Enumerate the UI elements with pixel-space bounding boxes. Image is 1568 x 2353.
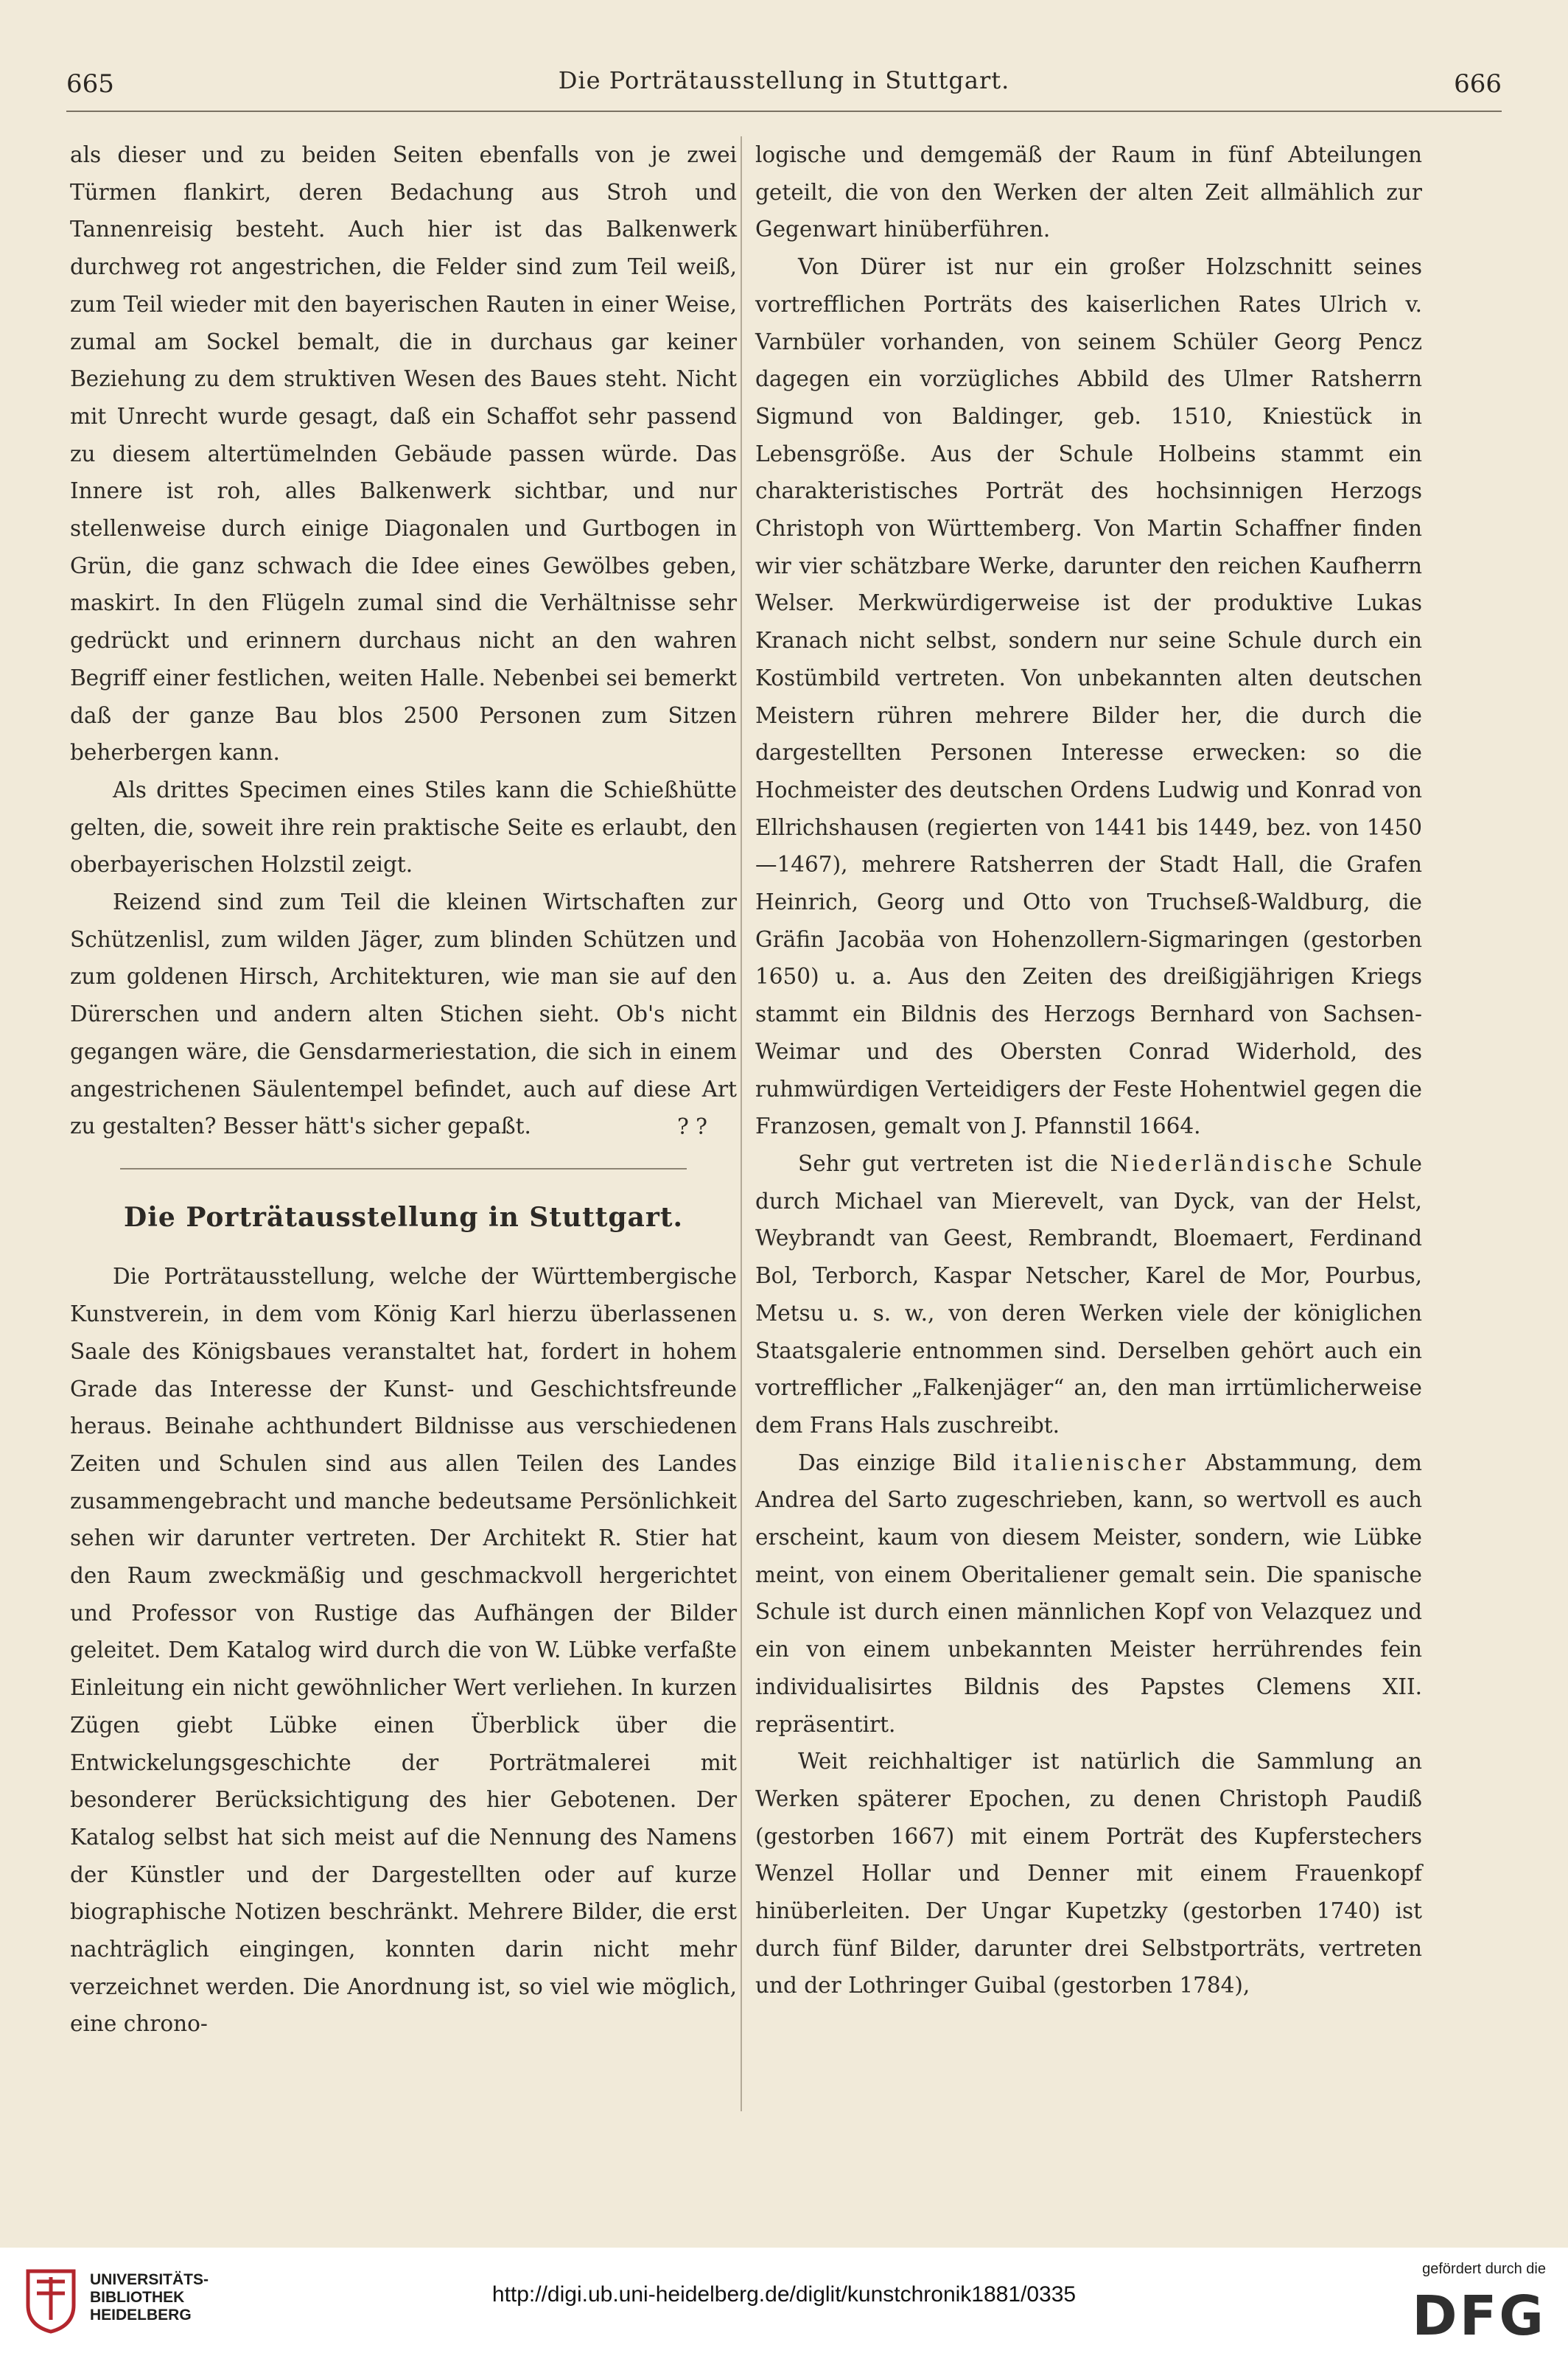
digitization-footer <box>0 2248 1568 2353</box>
permalink-url[interactable]: http://digi.ub.uni-heidelberg.de/diglit/kunstchronik1881/0335 <box>491 2282 1077 2307</box>
left-page-number: 665 <box>66 69 114 99</box>
left-paragraph-3: Reizend sind zum Teil die kleinen Wirtschaften zur Schützenlisl, zum wilden Jäger, zum blinden Schützen und zum goldenen Hirsch, Architekturen, wie man sie auf den Dürerschen und andern alten Stichen sieht. Ob's nicht gegangen wäre, die Gensdarmeriestation, die sich in einem angestrichenen Säulentempel befindet, auch auf diese Art zu gestalten? Besser hätt's sicher gepaßt. <box>70 889 737 1139</box>
column-divider <box>741 136 742 2111</box>
right-paragraph-1: logische und demgemäß der Raum in fünf Abteilungen geteilt, die von den Werken der alten Zeit allmählich zur Gegenwart hinüberführen. <box>755 142 1422 242</box>
right-paragraph-5: Weit reichhaltiger ist natürlich die Sammlung an Werken späterer Epochen, zu denen Christoph Paudiß (gestorben 1667) mit einem Porträt des Kupferstechers Wenzel Hollar und Denner mit einem Frauenkopf hinüberleiten. Der Ungar Kupetzky (gestorben 1740) ist durch fünf Bilder, darunter drei Selbstporträts, vertreten und der Lothringer Guibal (gestorben 1784), <box>755 1749 1422 1999</box>
library-name-line-2: BIBLIOTHEK <box>90 2289 185 2306</box>
left-column <box>70 136 737 2043</box>
left-paragraph-1: als dieser und zu beiden Seiten ebenfalls von je zwei Türmen flankirt, deren Bedachung aus Stroh und Tannenreisig besteht. Auch hier ist das Balkenwerk durchweg rot angestrichen, die Felder sind zum Teil weiß, zum Teil wieder mit den bayerischen Rauten in einer Weise, zumal am Sockel bemalt, die in durchaus gar keiner Beziehung zu dem struktiven Wesen des Baues steht. Nicht mit Unrecht wurde gesagt, daß ein Schaffot sehr passend zu diesem altertümelnden Gebäude passen würde. Das Innere ist roh, alles Balkenwerk sichtbar, und nur stellenweise durch einige Diagonalen und Gurtbogen in Grün, die ganz schwach die Idee eines Gewölbes geben, maskirt. In den Flügeln zumal sind die Verhältnisse sehr gedrückt und erinnern durchaus nicht an den wahren Begriff einer festlichen, weiten Halle. Nebenbei sei bemerkt daß der ganze Bau blos 2500 Personen zum Sitzen beherbergen kann. <box>70 142 737 766</box>
right-paragraph-3 <box>755 1145 1422 1444</box>
library-name-line-1: UNIVERSITÄTS- <box>90 2271 209 2288</box>
emphasis-italienischer: italienischer <box>1012 1450 1189 1475</box>
emphasis-niederlaendische: Niederländische <box>1110 1150 1336 1176</box>
right-page-number: 666 <box>1454 69 1502 99</box>
running-title: Die Porträtausstellung in Stuttgart. <box>558 66 1010 94</box>
left-paragraph-2: Als drittes Specimen eines Stiles kann die Schießhütte gelten, die, soweit ihre rein praktische Seite es erlaubt, den oberbayerischen Holzstil zeigt. <box>70 777 737 878</box>
right-paragraph-4 <box>755 1444 1422 1744</box>
article-title: Die Porträtausstellung in Stuttgart. <box>123 1201 683 1233</box>
right-paragraph-3-rest: Schule durch Michael van Mierevelt, van Dyck, van der Helst, Weybrandt van Geest, Rembrandt, Bloemaert, Ferdinand Bol, Terborch, Kaspar Netscher, Karel de Mor, Pourbus, Metsu u. s. w., von deren Werken viele der königlichen Staatsgalerie entnommen sind. Derselben gehört auch ein vortrefflicher „Falkenjäger“ an, den man irrtümlicherweise dem Frans Hals zuschreibt. <box>755 1150 1422 1438</box>
author-signature: ? ? <box>676 1113 707 1139</box>
right-paragraph-3-lead: Sehr gut vertreten ist die <box>798 1150 1110 1176</box>
funded-by-label: gefördert durch die <box>1422 2261 1546 2277</box>
running-head <box>66 66 1502 112</box>
article-separator <box>120 1168 687 1169</box>
right-paragraph-2: Von Dürer ist nur ein großer Holzschnitt seines vortrefflichen Porträts des kaiserlichen Rates Ulrich v. Varnbüler vorhanden, von seinem Schüler Georg Pencz dagegen ein vorzügliches Abbild des Ulmer Ratsherrn Sigmund von Baldinger, geb. 1510, Kniestück in Lebensgröße. Aus der Schule Holbeins stammt ein charakteristisches Porträt des hochsinnigen Herzogs Christoph von Württemberg. Von Martin Schaffner finden wir vier schätzbare Werke, darunter den reichen Kaufherrn Welser. Merkwürdigerweise ist der produktive Lukas Kranach nicht selbst, sondern nur seine Schule durch ein Kostümbild vertreten. Von unbekannten alten deutschen Meistern rühren mehrere Bilder her, die durch die dargestellten Personen Interesse erwecken: so die Hochmeister des deutschen Ordens Ludwig und Konrad von Ellrichshausen (regierten von 1441 bis 1449, bez. von 1450—1467), mehrere Ratsherren der Stadt Hall, die Grafen Heinrich, Georg und Otto von Truchseß-Waldburg, die Gräfin Jacobäa von Hohenzollern-Sigmaringen (gestorben 1650) u. a. Aus den Zeiten des dreißigjährigen Kriegs stammt ein Bildnis des Herzogs Bernhard von Sachsen-Weimar und des Obersten Conrad Widerhold, des ruhmwürdigen Verteidigers der Feste Hohentwiel gegen die Franzosen, gemalt von J. Pfannstil 1664. <box>755 254 1422 1139</box>
library-name-line-3: HEIDELBERG <box>90 2307 192 2324</box>
right-paragraph-4-lead: Das einzige Bild <box>798 1450 1013 1475</box>
right-column <box>755 136 1422 2004</box>
dfg-logo: DFG <box>1412 2284 1546 2348</box>
right-paragraph-4-rest: Abstammung, dem Andrea del Sarto zugeschrieben, kann, so wertvoll es auch erscheint, kaum von diesem Meister, sondern, wie Lübke meint, von einem Oberitaliener gemalt sein. Die spanische Schule ist durch einen männlichen Kopf von Velazquez und ein von einem unbekannten Meister herrührendes fein individualisirtes Bildnis des Papstes Clemens XII. repräsentirt. <box>755 1450 1423 1737</box>
left-paragraph-4: Die Porträtausstellung, welche der Württembergische Kunstverein, in dem vom König Karl hierzu überlassenen Saale des Königsbaues veranstaltet hat, fordert in hohem Grade das Interesse der Kunst- und Geschichtsfreunde heraus. Beinahe achthundert Bildnisse aus verschiedenen Zeiten und Schulen sind aus allen Teilen des Landes zusammengebracht und manche bedeutsame Persönlichkeit sehen wir darunter vertreten. Der Architekt R. Stier hat den Raum zweckmäßig und geschmackvoll hergerichtet und Professor von Rustige das Aufhängen der Bilder geleitet. Dem Katalog wird durch die von W. Lübke verfaßte Einleitung ein nicht gewöhnlicher Wert verliehen. In kurzen Zügen giebt Lübke einen Überblick über die Entwickelungsgeschichte der Porträtmalerei mit besonderer Berücksichtigung des hier Gebotenen. Der Katalog selbst hat sich meist auf die Nennung des Namens der Künstler und der Dargestellten oder auf kurze biographische Notizen beschränkt. Mehrere Bilder, die erst nachträglich eingingen, konnten darin nicht mehr verzeichnet werden. Die Anordnung ist, so viel wie möglich, eine chrono- <box>70 1264 737 2037</box>
